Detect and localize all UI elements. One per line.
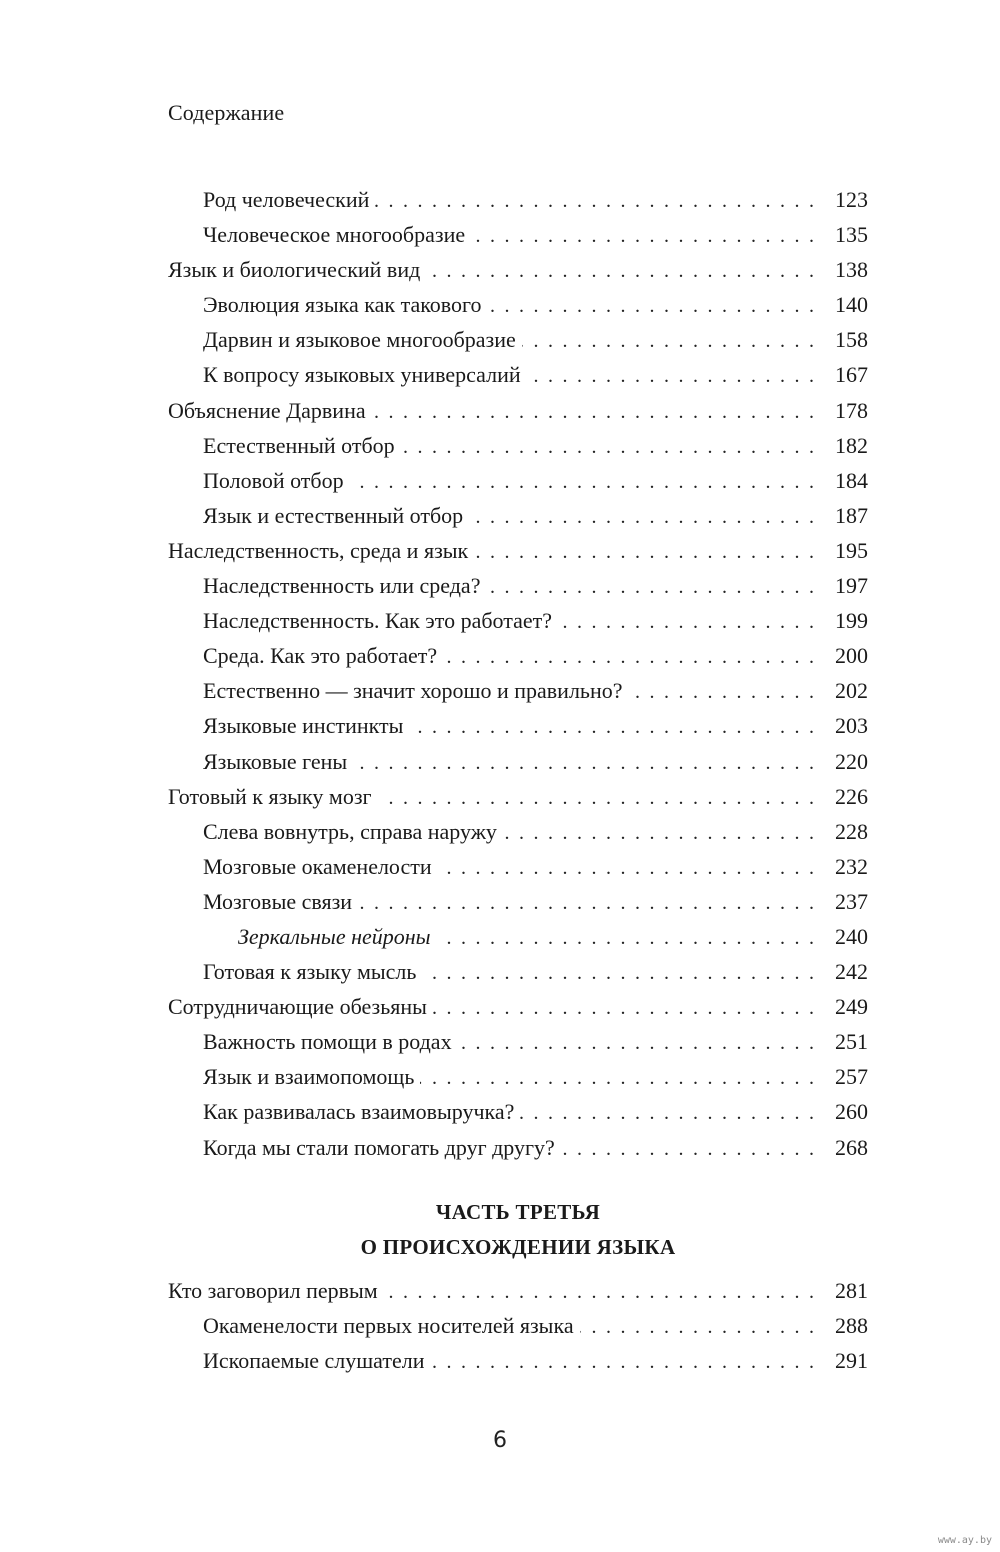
dot-leader: [474, 535, 814, 570]
toc-entry-page: 232: [835, 853, 868, 879]
dot-leader: [422, 956, 814, 991]
toc-entry-page: 203: [835, 713, 868, 739]
toc-entry-title: Дарвин и языковое многообразие: [203, 322, 522, 357]
toc-entry: [168, 779, 868, 814]
toc-entry-title: Естественный отбор: [203, 428, 401, 463]
table-of-contents-part-three: [168, 1273, 868, 1378]
dot-leader: [443, 640, 814, 675]
toc-entry: [168, 463, 868, 498]
toc-entry-title: Готовая к языку мысль: [203, 954, 422, 989]
toc-entry-page: 123: [835, 187, 868, 212]
toc-entry-page: 197: [835, 573, 868, 599]
toc-entry-page: 195: [835, 537, 868, 563]
dot-leader: [358, 886, 814, 921]
toc-entry-title: Языковые гены: [203, 744, 353, 779]
toc-entry: [168, 428, 868, 463]
dot-leader: [375, 184, 814, 219]
toc-entry-title: Эволюция языка как такового: [203, 287, 488, 322]
dot-leader: [471, 219, 814, 254]
toc-entry-page: 228: [835, 818, 868, 844]
dot-leader: [438, 851, 814, 886]
toc-entry: [168, 638, 868, 673]
toc-entry-title: Важность помощи в родах: [203, 1024, 458, 1059]
toc-entry-page: 226: [835, 783, 868, 809]
toc-entry-page: 182: [835, 432, 868, 458]
toc-entry: [168, 357, 868, 392]
toc-entry-page: 240: [835, 923, 868, 949]
toc-entry-title: Готовый к языку мозг: [168, 779, 378, 814]
toc-entry-title: Наследственность, среда и язык: [168, 533, 474, 568]
toc-entry-page: 281: [835, 1278, 868, 1303]
toc-entry: [168, 708, 868, 743]
toc-entry-title: Язык и биологический вид: [168, 252, 426, 287]
dot-leader: [629, 675, 814, 710]
toc-entry-page: 178: [835, 397, 868, 423]
dot-leader: [431, 1345, 814, 1380]
toc-entry-page: 138: [835, 257, 868, 283]
toc-entry: [168, 1273, 868, 1308]
dot-leader: [558, 605, 814, 640]
toc-entry-title: Объяснение Дарвина: [168, 393, 372, 428]
toc-entry-title: Наследственность или среда?: [203, 568, 486, 603]
toc-entry: [168, 1130, 868, 1165]
dot-leader: [350, 465, 814, 500]
toc-entry: [168, 533, 868, 568]
toc-entry: [168, 1094, 868, 1129]
toc-entry: [168, 1024, 868, 1059]
toc-entry-title: Среда. Как это работает?: [203, 638, 443, 673]
dot-leader: [486, 570, 814, 605]
toc-entry-title: Кто заговорил первым: [168, 1273, 384, 1308]
dot-leader: [353, 746, 814, 781]
part-title-heading: О ПРОИСХОЖДЕНИИ ЯЗЫКА: [360, 1235, 676, 1259]
toc-entry: [168, 1059, 868, 1094]
dot-leader: [426, 254, 814, 289]
toc-entry-page: 242: [835, 959, 868, 985]
toc-entry-title: Ископаемые слушатели: [203, 1343, 431, 1378]
toc-entry-title: Язык и взаимопомощь: [203, 1059, 420, 1094]
toc-entry-title: Половой отбор: [203, 463, 350, 498]
toc-entry: [168, 217, 868, 252]
toc-entry-page: 199: [835, 608, 868, 634]
toc-entry: [168, 919, 868, 954]
toc-entry-page: 167: [835, 362, 868, 388]
running-head: Содержание: [168, 100, 285, 125]
toc-entry: [168, 322, 868, 357]
toc-entry: [168, 603, 868, 638]
toc-entry-page: 291: [835, 1348, 868, 1374]
toc-entry-title: Когда мы стали помогать друг другу?: [203, 1130, 561, 1165]
toc-entry: [168, 393, 868, 428]
dot-leader: [433, 991, 814, 1026]
toc-entry: [168, 182, 868, 217]
toc-entry-title: Окаменелости первых носителей языка: [203, 1308, 580, 1343]
dot-leader: [520, 1096, 814, 1131]
toc-entry-page: 200: [835, 643, 868, 669]
dot-leader: [503, 816, 814, 851]
toc-entry-title: Языковые инстинкты: [203, 708, 409, 743]
dot-leader: [384, 1275, 814, 1310]
toc-entry-page: 135: [835, 222, 868, 248]
toc-entry: [168, 814, 868, 849]
dot-leader: [580, 1310, 814, 1345]
dot-leader: [409, 710, 814, 745]
toc-entry-title: Род человеческий: [203, 182, 375, 217]
toc-entry: [168, 252, 868, 287]
toc-entry-title: Язык и естественный отбор: [203, 498, 469, 533]
toc-entry: [168, 568, 868, 603]
toc-entry: [168, 954, 868, 989]
toc-entry: [168, 673, 868, 708]
watermark: www.ay.by: [937, 1535, 992, 1546]
toc-entry-title: Человеческое многообразие: [203, 217, 471, 252]
toc-entry-page: 249: [835, 994, 868, 1020]
toc-entry-title: Мозговые окаменелости: [203, 849, 438, 884]
dot-leader: [401, 430, 814, 465]
toc-entry: [168, 849, 868, 884]
toc-entry: [168, 989, 868, 1024]
toc-entry-page: 260: [835, 1099, 868, 1125]
toc-entry-page: 237: [835, 888, 868, 914]
dot-leader: [522, 324, 814, 359]
page-number: 6: [493, 1428, 507, 1453]
toc-entry-page: 187: [835, 502, 868, 528]
toc-entry-page: 251: [835, 1029, 868, 1055]
toc-entry-page: 184: [835, 467, 868, 493]
toc-entry-title: Наследственность. Как это работает?: [203, 603, 558, 638]
toc-entry-title: Сотрудничающие обезьяны: [168, 989, 433, 1024]
dot-leader: [527, 359, 814, 394]
toc-entry: [168, 498, 868, 533]
table-of-contents: [168, 182, 868, 1165]
toc-entry: [168, 1308, 868, 1343]
toc-entry-title: Как развивалась взаимовыручка?: [203, 1094, 520, 1129]
toc-entry-title: Мозговые связи: [203, 884, 358, 919]
dot-leader: [458, 1026, 814, 1061]
part-number-heading: ЧАСТЬ ТРЕТЬЯ: [435, 1200, 601, 1224]
toc-entry: [168, 287, 868, 322]
toc-entry-page: 257: [835, 1064, 868, 1090]
toc-entry-page: 268: [835, 1134, 868, 1160]
toc-entry: [168, 744, 868, 779]
dot-leader: [561, 1132, 814, 1167]
dot-leader: [378, 781, 814, 816]
toc-entry-title: Зеркальные нейроны: [238, 919, 437, 954]
toc-entry-page: 202: [835, 678, 868, 704]
dot-leader: [437, 921, 814, 956]
dot-leader: [420, 1061, 814, 1096]
toc-entry-title: Слева вовнутрь, справа наружу: [203, 814, 503, 849]
toc-entry-page: 220: [835, 748, 868, 774]
toc-entry-title: К вопросу языковых универсалий: [203, 357, 527, 392]
toc-entry-page: 140: [835, 292, 868, 318]
toc-entry: [168, 1343, 868, 1378]
dot-leader: [488, 289, 814, 324]
dot-leader: [372, 395, 814, 430]
toc-entry-page: 288: [835, 1313, 868, 1339]
toc-entry-page: 158: [835, 327, 868, 353]
toc-entry-title: Естественно — значит хорошо и правильно?: [203, 673, 629, 708]
toc-entry: [168, 884, 868, 919]
dot-leader: [469, 500, 814, 535]
